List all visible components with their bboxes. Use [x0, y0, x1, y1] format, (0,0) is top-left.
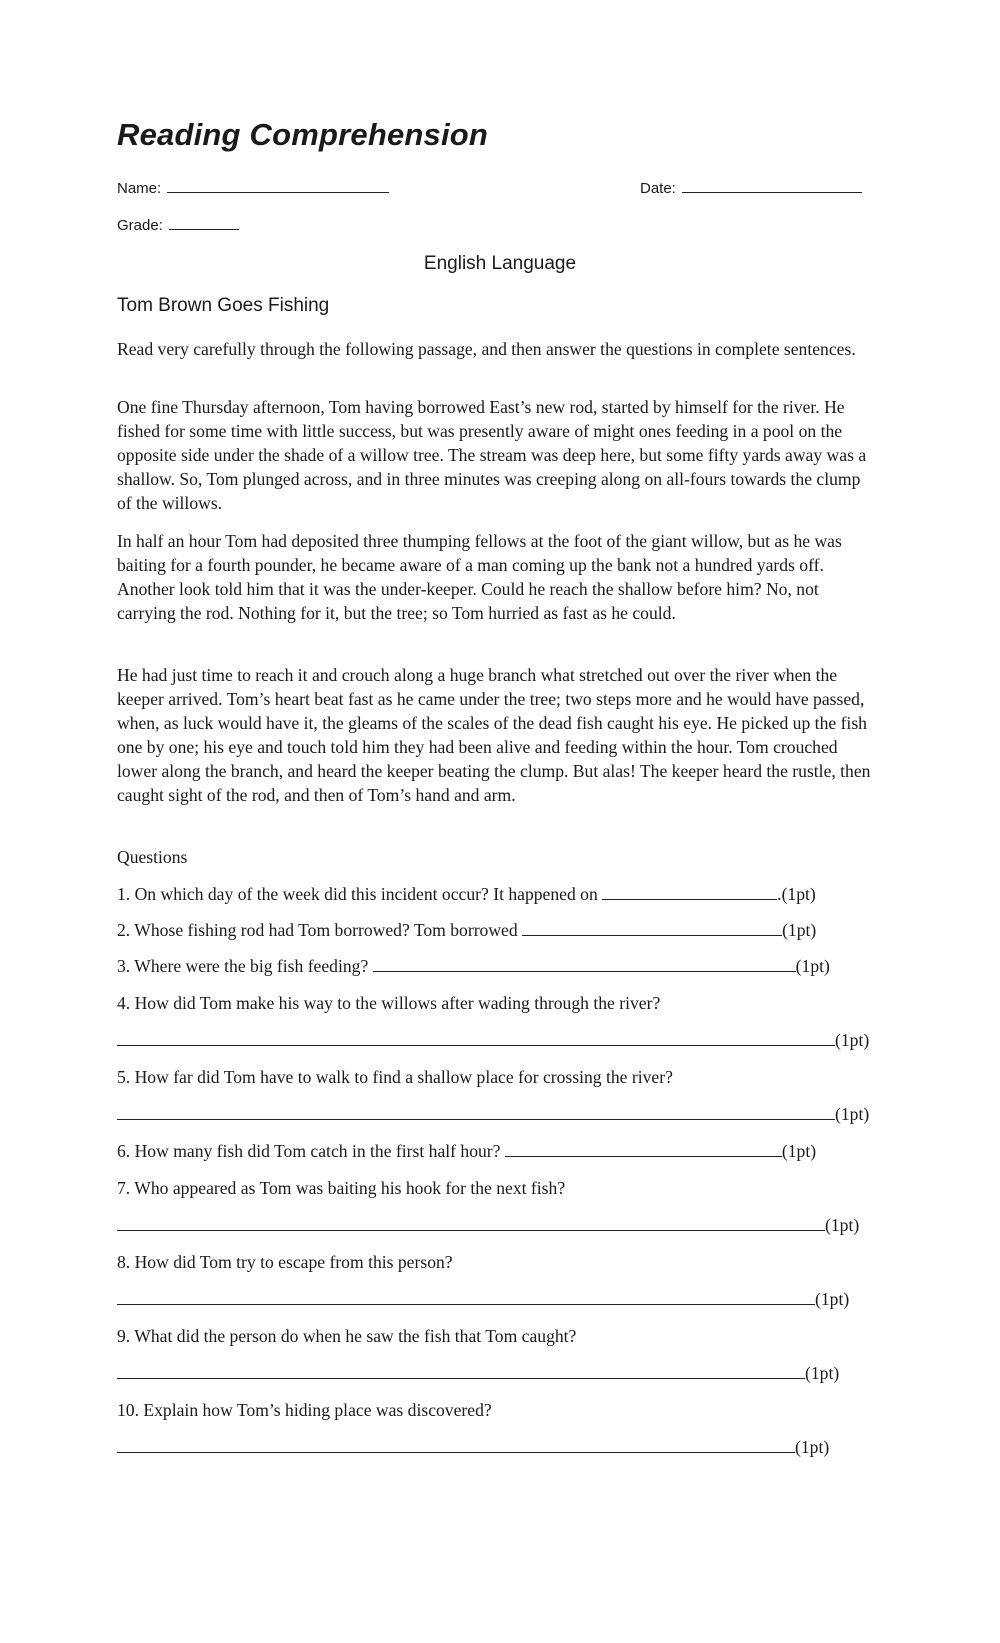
- question-8-points: (1pt): [815, 1289, 850, 1309]
- answer-8-blank[interactable]: [117, 1287, 815, 1305]
- question-4-points: (1pt): [835, 1030, 870, 1050]
- question-3-text: 3. Where were the big fish feeding?: [117, 956, 369, 976]
- answer-7-line: [117, 1213, 859, 1237]
- question-9: 9. What did the person do when he saw the fish that Tom caught?: [117, 1326, 577, 1346]
- question-5-points: (1pt): [835, 1104, 870, 1124]
- answer-4-blank[interactable]: [117, 1028, 835, 1046]
- answer-9-blank[interactable]: [117, 1361, 805, 1379]
- question-10-points: (1pt): [795, 1437, 830, 1457]
- question-7: 7. Who appeared as Tom was baiting his hook for the next fish?: [117, 1178, 566, 1198]
- grade-field: [117, 215, 239, 234]
- question-10: 10. Explain how Tom’s hiding place was discovered?: [117, 1400, 492, 1420]
- answer-1-blank[interactable]: [602, 882, 777, 900]
- instructions-text: Read very carefully through the following passage, and then answer the questions in complete sentences.: [117, 339, 856, 359]
- grade-label: Grade:: [117, 217, 163, 234]
- question-1-points: .(1pt): [777, 884, 816, 904]
- question-6-text: 6. How many fish did Tom catch in the first half hour?: [117, 1141, 501, 1161]
- question-9-points: (1pt): [805, 1363, 840, 1383]
- name-field: [117, 178, 389, 197]
- question-2: [117, 918, 816, 942]
- question-8: 8. How did Tom try to escape from this person?: [117, 1252, 453, 1272]
- passage-paragraph-1: One fine Thursday afternoon, Tom having borrowed East’s new rod, started by himself for the river. He fished for some time with little success, but was presently aware of might ones feeding in a pool on the opposite side under the shade of a willow tree. The stream was deep here, but some fifty yards away was a shallow. So, Tom plunged across, and in three minutes was creeping along on all-fours towards the clump of the willows.: [117, 397, 867, 513]
- question-6-points: (1pt): [781, 1141, 817, 1161]
- answer-10-blank[interactable]: [117, 1435, 795, 1453]
- page-title: Reading Comprehension: [117, 117, 489, 152]
- passage-paragraph-2: In half an hour Tom had deposited three thumping fellows at the foot of the giant willow, but as he was baiting for a fourth pounder, he became aware of a man coming up the bank not a hundred yards off. Another look told him that it was the under-keeper. Could he reach the shallow before him? No, not carrying the rod. Nothing for it, but the tree; so Tom hurried as fast as he could.: [117, 531, 842, 623]
- answer-7-blank[interactable]: [117, 1213, 825, 1231]
- question-2-points: (1pt): [782, 920, 817, 940]
- question-1: [117, 882, 816, 906]
- question-5: 5. How far did Tom have to walk to find a shallow place for crossing the river?: [117, 1067, 673, 1087]
- question-3: [117, 954, 830, 978]
- question-6: [117, 1139, 816, 1163]
- story-title: Tom Brown Goes Fishing: [117, 295, 330, 316]
- date-label: Date:: [640, 180, 676, 197]
- question-3-points: (1pt): [795, 956, 830, 976]
- date-input-line[interactable]: [682, 178, 862, 193]
- answer-6-blank[interactable]: [505, 1139, 782, 1157]
- subject-heading: English Language: [423, 253, 577, 274]
- answer-3-blank[interactable]: [373, 954, 796, 972]
- date-field: [640, 178, 862, 197]
- answer-2-blank[interactable]: [522, 918, 782, 936]
- answer-5-blank[interactable]: [117, 1102, 835, 1120]
- passage-paragraph-3: He had just time to reach it and crouch along a huge branch what stretched out over the river when the keeper arrived. Tom’s heart beat fast as he came under the tree; two steps more and he would have passed, when, as luck would have it, the gleams of the scales of the dead fish caught his eye. He picked up the fish one by one; his eye and touch told him they had been alive and feeding within the hour. Tom crouched lower along the branch, and heard the keeper beating the clump. But alas! The keeper heard the rustle, then caught sight of the rod, and then of Tom’s hand and arm.: [117, 665, 871, 805]
- question-4: 4. How did Tom make his way to the willows after wading through the river?: [117, 993, 661, 1013]
- name-input-line[interactable]: [167, 178, 389, 193]
- answer-5-line: [117, 1102, 869, 1126]
- answer-4-line: [117, 1028, 869, 1052]
- question-7-points: (1pt): [825, 1215, 860, 1235]
- question-2-text: 2. Whose fishing rod had Tom borrowed? Tom borrowed: [117, 920, 518, 940]
- name-label: Name:: [117, 180, 162, 197]
- question-1-text: 1. On which day of the week did this incident occur? It happened on: [117, 884, 598, 904]
- answer-10-line: [117, 1435, 829, 1459]
- answer-8-line: [117, 1287, 849, 1311]
- answer-9-line: [117, 1361, 839, 1385]
- questions-heading: Questions: [117, 847, 188, 867]
- grade-input-line[interactable]: [169, 215, 239, 230]
